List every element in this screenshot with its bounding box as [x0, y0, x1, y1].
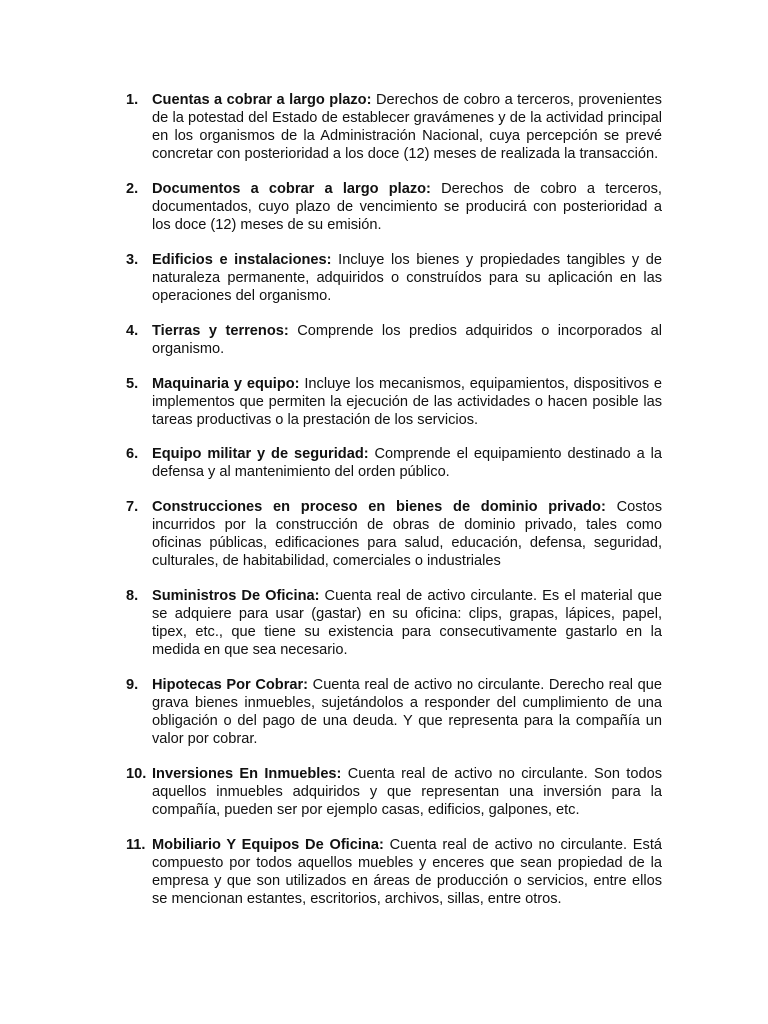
- list-item: [126, 91, 662, 163]
- item-term: Maquinaria y equipo:: [152, 375, 305, 392]
- item-term: Mobiliario Y Equipos De Oficina:: [152, 836, 390, 853]
- item-number: 6.: [126, 446, 139, 463]
- item-term: Inversiones En Inmuebles:: [152, 766, 348, 783]
- item-description: Cuenta real de activo no circulante. Derecho real que grava bienes inmuebles, sujetándolos a responder del cumplimiento de una obligación o del pago de una deuda. Y que representa para la compañía un valor por cobrar.: [152, 677, 662, 748]
- item-term: Cuentas a cobrar a largo plazo:: [152, 92, 376, 108]
- item-number: 2.: [126, 180, 139, 197]
- item-number: 8.: [126, 588, 139, 605]
- item-description: Incluye los bienes y propiedades tangibles y de naturaleza permanente, adquiridos o construídos para su aplicación en las operaciones del organismo.: [152, 251, 662, 305]
- list-item: [126, 498, 662, 570]
- item-number: 1.: [126, 92, 139, 108]
- item-term: Equipo militar y de seguridad:: [152, 446, 375, 463]
- item-number: 4.: [126, 322, 139, 339]
- definitions-list: [126, 91, 662, 925]
- list-item: [126, 180, 662, 234]
- item-description: Derechos de cobro a terceros, documentados, cuyo plazo de vencimiento se producirá con posterioridad a los doce (12) meses de su emisión.: [152, 180, 662, 234]
- item-description: Cuenta real de activo circulante. Es el material que se adquiere para usar (gastar) en su oficina: clips, grapas, lápices, papel, tipex, etc., que tiene su existencia para consecutivamente gastarlo en la medida en que sea necesario.: [152, 588, 662, 659]
- item-description: Cuenta real de activo no circulante. Está compuesto por todos aquellos muebles y enceres que sean propiedad de la empresa y que son utilizados en áreas de producción o servicios, entre ellos se mencionan estantes, escritorios, archivos, sillas, entre otros.: [152, 836, 662, 908]
- item-term: Documentos a cobrar a largo plazo:: [152, 180, 442, 197]
- item-description: Cuenta real de activo no circulante. Son todos aquellos inmuebles adquiridos y que representan una inversión para la compañía, pueden ser por ejemplo casas, edificios, galpones, etc.: [152, 766, 663, 819]
- list-item: [126, 676, 662, 748]
- list-item: [126, 765, 662, 819]
- item-number: 9.: [126, 677, 139, 694]
- item-term: Suministros De Oficina:: [152, 588, 325, 605]
- item-description: Costos incurridos por la construcción de obras de dominio privado, tales como oficinas públicas, edificaciones para salud, educación, defensa, seguridad, culturales, de habitabilidad, comerciales o industriales: [152, 499, 662, 570]
- list-item: [126, 445, 662, 481]
- list-item: [126, 251, 662, 305]
- list-item: [126, 836, 662, 908]
- item-number: 11.: [126, 836, 146, 853]
- item-number: 5.: [126, 375, 139, 392]
- item-term: Tierras y terrenos:: [152, 322, 298, 339]
- item-term: Construcciones en proceso en bienes de dominio privado:: [152, 499, 617, 516]
- item-number: 3.: [126, 251, 139, 268]
- list-item: [126, 587, 662, 659]
- item-number: 10.: [126, 766, 147, 783]
- list-item: [126, 375, 662, 429]
- item-number: 7.: [126, 499, 139, 516]
- item-description: Incluye los mecanismos, equipamientos, dispositivos e implementos que permiten la ejecución de las actividades o hacen posible las tareas productivas o la prestación de los servicios.: [152, 375, 662, 428]
- list-item: [126, 322, 662, 358]
- item-description: Derechos de cobro a terceros, provenientes de la potestad del Estado de establecer gravámenes y de la actividad principal en los organismos de la Administración Nacional, cuya percepción se prevé concretar con posterioridad a los doce (12) meses de realizada la transacción.: [152, 92, 662, 163]
- item-term: Edificios e instalaciones:: [152, 251, 339, 268]
- item-term: Hipotecas Por Cobrar:: [152, 677, 313, 694]
- item-description: Comprende el equipamiento destinado a la defensa y al mantenimiento del orden público.: [152, 446, 663, 481]
- item-description: Comprende los predios adquiridos o incorporados al organismo.: [152, 322, 662, 357]
